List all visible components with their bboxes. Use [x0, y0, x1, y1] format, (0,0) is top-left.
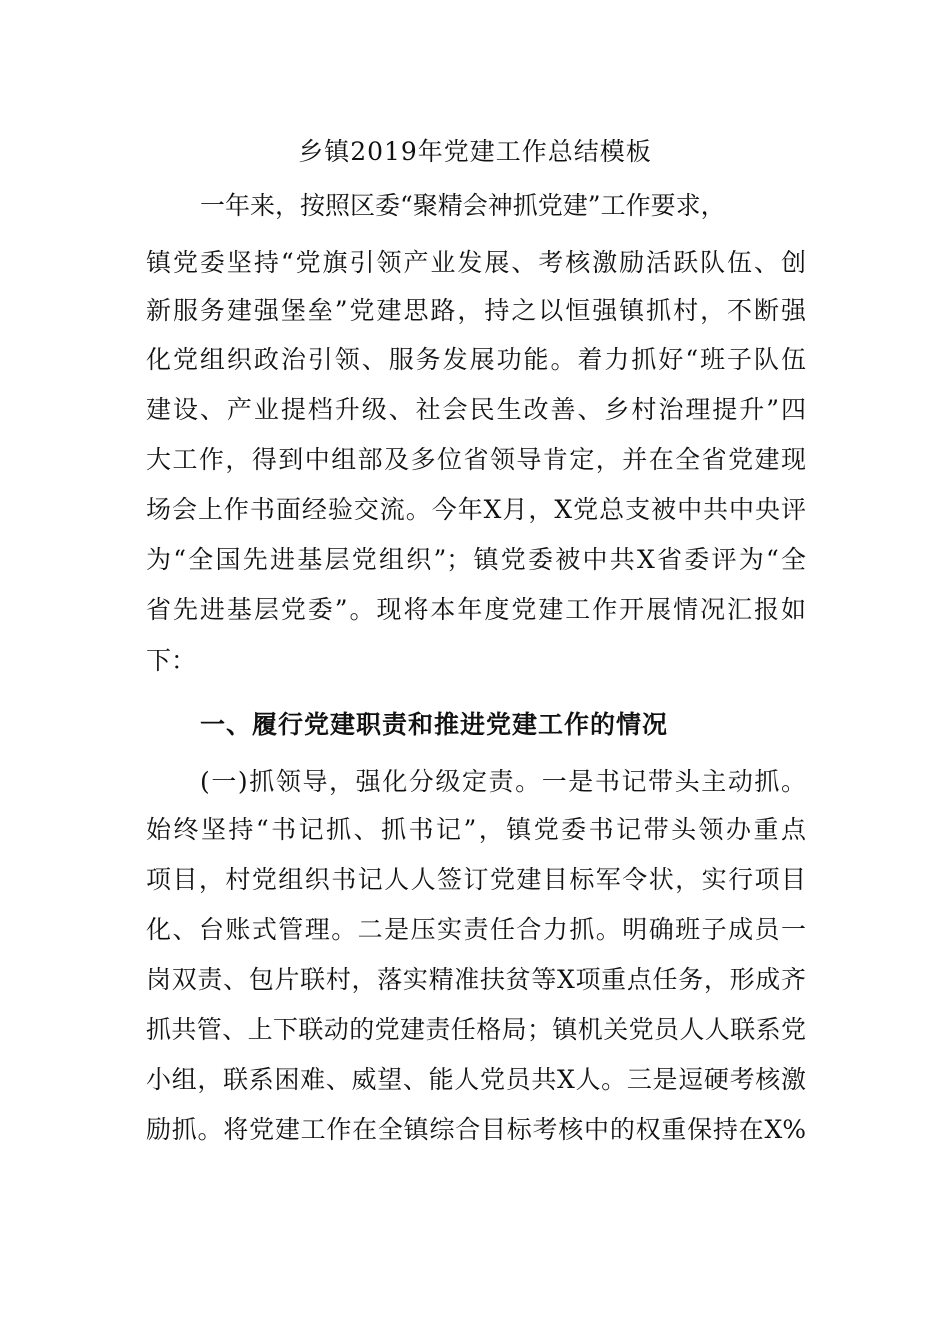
section-heading: 一、履行党建职责和推进党建工作的情况: [200, 710, 669, 739]
section-line: 始终坚持“书记抓、抓书记”，镇党委书记带头领办重点: [146, 815, 806, 844]
section-line: 化、台账式管理。二是压实责任合力抓。明确班子成员一: [146, 915, 806, 944]
document-title: 乡镇2019年党建工作总结模板: [298, 137, 652, 166]
intro-line: 建设、产业提档升级、社会民生改善、乡村治理提升”四: [146, 395, 806, 424]
intro-line: 为“全国先进基层党组织”；镇党委被中共X省委评为“全: [146, 545, 806, 574]
intro-line: 化党组织政治引领、服务发展功能。着力抓好“班子队伍: [146, 345, 806, 374]
section-line: 小组，联系困难、威望、能人党员共X人。三是逗硬考核激: [146, 1065, 806, 1094]
intro-line: 新服务建强堡垒”党建思路，持之以恒强镇抓村，不断强: [146, 296, 806, 325]
intro-line: 大工作，得到中组部及多位省领导肯定，并在全省党建现: [146, 445, 806, 474]
intro-line: 场会上作书面经验交流。今年X月，X党总支被中共中央评: [146, 495, 806, 524]
intro-line: 省先进基层党委”。现将本年度党建工作开展情况汇报如: [146, 595, 806, 624]
section-line: 抓共管、上下联动的党建责任格局；镇机关党员人人联系党: [146, 1015, 806, 1044]
intro-line: 下：: [146, 646, 197, 675]
intro-line: 镇党委坚持“党旗引领产业发展、考核激励活跃队伍、创: [146, 248, 806, 277]
section-line: 项目，村党组织书记人人签订党建目标军令状，实行项目: [146, 865, 806, 894]
intro-line: 一年来，按照区委“聚精会神抓党建”工作要求，: [200, 191, 726, 220]
section-line: (一)抓领导，强化分级定责。一是书记带头主动抓。: [200, 767, 806, 796]
section-line: 励抓。将党建工作在全镇综合目标考核中的权重保持在X%: [146, 1115, 806, 1144]
section-line: 岗双责、包片联村，落实精准扶贫等X项重点任务，形成齐: [146, 965, 806, 994]
